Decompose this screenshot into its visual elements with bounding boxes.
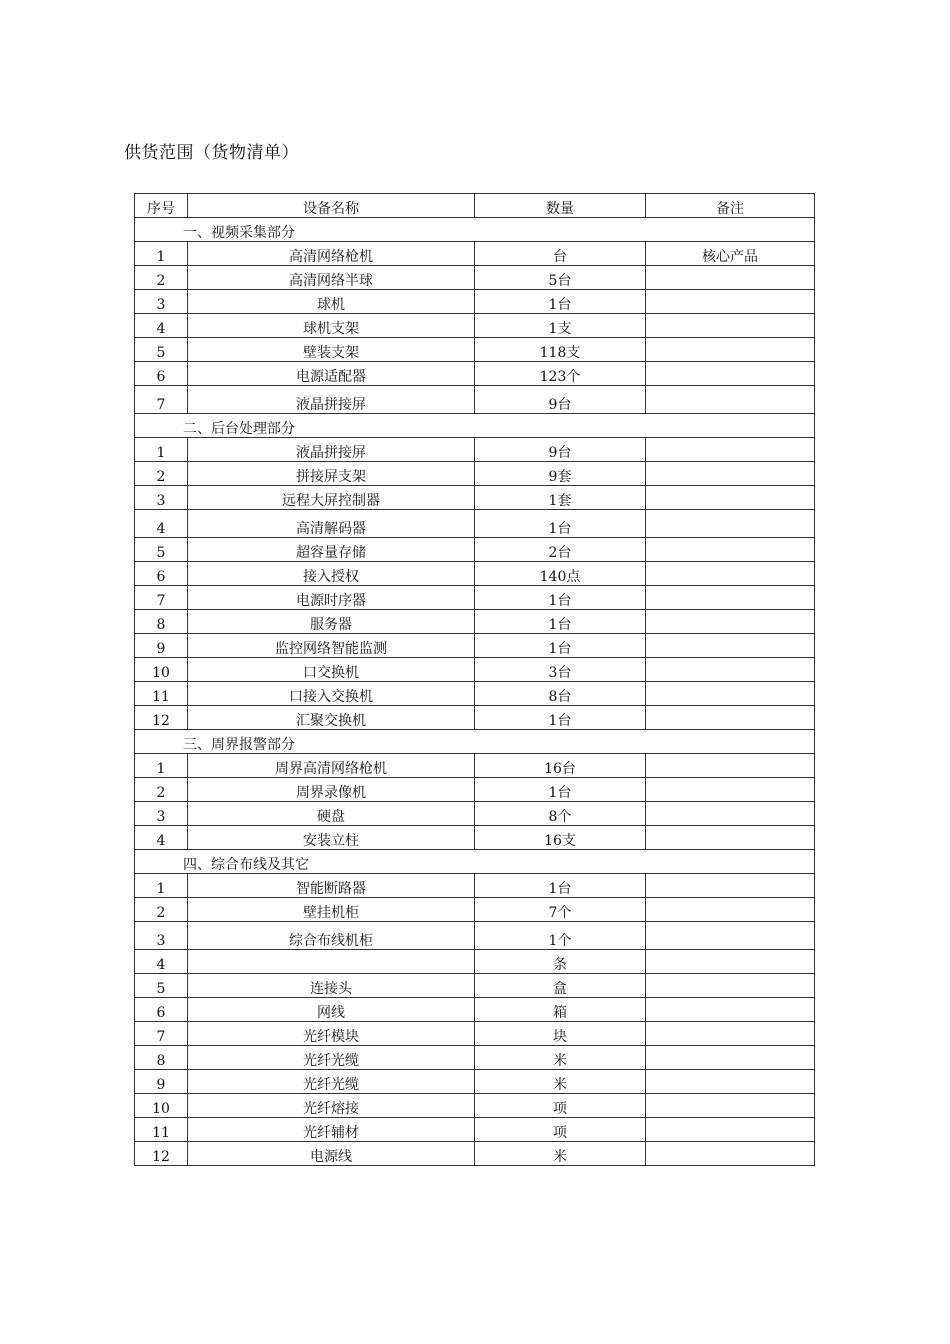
section-row	[135, 218, 815, 242]
item-remark	[646, 754, 815, 778]
item-remark	[646, 682, 815, 706]
item-name: 光纤辅材	[188, 1118, 475, 1142]
row-index: 2	[135, 266, 188, 290]
item-quantity: 1台	[475, 290, 646, 314]
item-remark	[646, 266, 815, 290]
row-index: 7	[135, 1022, 188, 1046]
header-quantity: 数量	[475, 194, 646, 218]
item-name: 远程大屏控制器	[188, 486, 475, 510]
row-index: 2	[135, 778, 188, 802]
item-quantity: 台	[475, 242, 646, 266]
section-title: 一、视频采集部分	[135, 218, 815, 242]
row-index: 8	[135, 610, 188, 634]
item-quantity: 123个	[475, 362, 646, 386]
item-remark	[646, 586, 815, 610]
table-row	[135, 386, 815, 414]
item-quantity: 8台	[475, 682, 646, 706]
row-index: 7	[135, 386, 188, 414]
row-index: 9	[135, 1070, 188, 1094]
item-name: 口交换机	[188, 658, 475, 682]
item-quantity: 5台	[475, 266, 646, 290]
section-title: 四、综合布线及其它	[135, 850, 815, 874]
item-quantity: 9套	[475, 462, 646, 486]
item-quantity: 项	[475, 1094, 646, 1118]
item-remark	[646, 826, 815, 850]
item-quantity: 16支	[475, 826, 646, 850]
item-name: 网线	[188, 998, 475, 1022]
item-name: 电源线	[188, 1142, 475, 1166]
item-name: 硬盘	[188, 802, 475, 826]
table-row	[135, 610, 815, 634]
item-remark	[646, 562, 815, 586]
item-remark	[646, 1046, 815, 1070]
table-row	[135, 754, 815, 778]
item-remark: 核心产品	[646, 242, 815, 266]
item-name: 智能断路器	[188, 874, 475, 898]
table-row	[135, 486, 815, 510]
header-index: 序号	[135, 194, 188, 218]
item-remark	[646, 658, 815, 682]
table-row	[135, 974, 815, 998]
row-index: 4	[135, 950, 188, 974]
row-index: 2	[135, 462, 188, 486]
header-name: 设备名称	[188, 194, 475, 218]
table-row	[135, 682, 815, 706]
item-remark	[646, 706, 815, 730]
item-remark	[646, 634, 815, 658]
item-name: 球机支架	[188, 314, 475, 338]
row-index: 11	[135, 682, 188, 706]
item-quantity: 1台	[475, 778, 646, 802]
table-row	[135, 1022, 815, 1046]
item-name: 高清解码器	[188, 510, 475, 538]
item-name: 液晶拼接屏	[188, 438, 475, 462]
item-quantity: 140点	[475, 562, 646, 586]
item-name: 汇聚交换机	[188, 706, 475, 730]
item-quantity: 8个	[475, 802, 646, 826]
item-quantity: 项	[475, 1118, 646, 1142]
table-row	[135, 462, 815, 486]
item-name: 综合布线机柜	[188, 922, 475, 950]
table-row	[135, 1046, 815, 1070]
table-row	[135, 826, 815, 850]
item-remark	[646, 950, 815, 974]
table-row	[135, 874, 815, 898]
row-index: 4	[135, 826, 188, 850]
item-quantity: 9台	[475, 386, 646, 414]
table-row	[135, 290, 815, 314]
item-quantity: 16台	[475, 754, 646, 778]
table-row	[135, 562, 815, 586]
row-index: 8	[135, 1046, 188, 1070]
item-name: 监控网络智能监测	[188, 634, 475, 658]
table-row	[135, 998, 815, 1022]
table-row	[135, 1070, 815, 1094]
item-name: 电源时序器	[188, 586, 475, 610]
item-name: 液晶拼接屏	[188, 386, 475, 414]
item-name: 连接头	[188, 974, 475, 998]
item-name	[188, 950, 475, 974]
item-quantity: 1台	[475, 706, 646, 730]
item-name: 壁挂机柜	[188, 898, 475, 922]
table-row	[135, 266, 815, 290]
section-row	[135, 730, 815, 754]
item-remark	[646, 778, 815, 802]
table-row	[135, 898, 815, 922]
item-quantity: 1台	[475, 610, 646, 634]
row-index: 4	[135, 510, 188, 538]
item-name: 电源适配器	[188, 362, 475, 386]
table-row	[135, 338, 815, 362]
item-remark	[646, 802, 815, 826]
item-quantity: 1个	[475, 922, 646, 950]
item-remark	[646, 1094, 815, 1118]
item-name: 壁装支架	[188, 338, 475, 362]
row-index: 7	[135, 586, 188, 610]
row-index: 6	[135, 362, 188, 386]
row-index: 5	[135, 538, 188, 562]
item-name: 高清网络半球	[188, 266, 475, 290]
item-quantity: 1台	[475, 510, 646, 538]
row-index: 3	[135, 922, 188, 950]
item-remark	[646, 1142, 815, 1166]
table-row	[135, 658, 815, 682]
item-quantity: 7个	[475, 898, 646, 922]
item-name: 周界高清网络枪机	[188, 754, 475, 778]
row-index: 9	[135, 634, 188, 658]
item-name: 光纤光缆	[188, 1070, 475, 1094]
item-quantity: 3台	[475, 658, 646, 682]
item-remark	[646, 290, 815, 314]
item-remark	[646, 314, 815, 338]
section-row	[135, 850, 815, 874]
item-remark	[646, 1070, 815, 1094]
item-name: 接入授权	[188, 562, 475, 586]
item-name: 光纤光缆	[188, 1046, 475, 1070]
row-index: 12	[135, 706, 188, 730]
item-quantity: 118支	[475, 338, 646, 362]
item-remark	[646, 386, 815, 414]
row-index: 3	[135, 486, 188, 510]
item-remark	[646, 538, 815, 562]
item-name: 周界录像机	[188, 778, 475, 802]
item-quantity: 盒	[475, 974, 646, 998]
section-title: 三、周界报警部分	[135, 730, 815, 754]
item-name: 超容量存储	[188, 538, 475, 562]
item-remark	[646, 510, 815, 538]
item-quantity: 米	[475, 1046, 646, 1070]
item-name: 光纤模块	[188, 1022, 475, 1046]
item-name: 球机	[188, 290, 475, 314]
item-name: 拼接屏支架	[188, 462, 475, 486]
item-remark	[646, 998, 815, 1022]
item-quantity: 2台	[475, 538, 646, 562]
item-name: 高清网络枪机	[188, 242, 475, 266]
item-quantity: 箱	[475, 998, 646, 1022]
row-index: 1	[135, 754, 188, 778]
item-remark	[646, 486, 815, 510]
header-remark: 备注	[646, 194, 815, 218]
table-row	[135, 1118, 815, 1142]
item-name: 服务器	[188, 610, 475, 634]
document-title: 供货范围（货物清单）	[124, 143, 299, 163]
item-quantity: 米	[475, 1142, 646, 1166]
table-row	[135, 314, 815, 338]
item-quantity: 条	[475, 950, 646, 974]
table-row	[135, 634, 815, 658]
section-row	[135, 414, 815, 438]
row-index: 5	[135, 974, 188, 998]
item-remark	[646, 1022, 815, 1046]
row-index: 1	[135, 874, 188, 898]
table-row	[135, 510, 815, 538]
goods-list-body	[135, 194, 815, 1166]
table-row	[135, 1142, 815, 1166]
row-index: 11	[135, 1118, 188, 1142]
table-header-row	[135, 194, 815, 218]
table-row	[135, 586, 815, 610]
item-remark	[646, 974, 815, 998]
table-row	[135, 778, 815, 802]
item-remark	[646, 874, 815, 898]
table-row	[135, 438, 815, 462]
row-index: 3	[135, 802, 188, 826]
table-row	[135, 1094, 815, 1118]
item-quantity: 1台	[475, 874, 646, 898]
item-quantity: 1支	[475, 314, 646, 338]
item-remark	[646, 922, 815, 950]
table-row	[135, 706, 815, 730]
table-row	[135, 950, 815, 974]
item-quantity: 1台	[475, 586, 646, 610]
row-index: 6	[135, 562, 188, 586]
item-remark	[646, 338, 815, 362]
item-quantity: 米	[475, 1070, 646, 1094]
item-name: 口接入交换机	[188, 682, 475, 706]
item-quantity: 1台	[475, 634, 646, 658]
row-index: 3	[135, 290, 188, 314]
table-row	[135, 538, 815, 562]
row-index: 1	[135, 242, 188, 266]
table-row	[135, 922, 815, 950]
row-index: 6	[135, 998, 188, 1022]
item-quantity: 1套	[475, 486, 646, 510]
table-row	[135, 362, 815, 386]
row-index: 2	[135, 898, 188, 922]
item-name: 安装立柱	[188, 826, 475, 850]
table-row	[135, 802, 815, 826]
row-index: 12	[135, 1142, 188, 1166]
item-remark	[646, 1118, 815, 1142]
item-remark	[646, 610, 815, 634]
row-index: 10	[135, 658, 188, 682]
item-quantity: 块	[475, 1022, 646, 1046]
goods-list-table	[134, 193, 815, 1166]
item-name: 光纤熔接	[188, 1094, 475, 1118]
item-remark	[646, 462, 815, 486]
row-index: 1	[135, 438, 188, 462]
row-index: 10	[135, 1094, 188, 1118]
row-index: 4	[135, 314, 188, 338]
item-quantity: 9台	[475, 438, 646, 462]
item-remark	[646, 898, 815, 922]
item-remark	[646, 438, 815, 462]
item-remark	[646, 362, 815, 386]
row-index: 5	[135, 338, 188, 362]
section-title: 二、后台处理部分	[135, 414, 815, 438]
table-row	[135, 242, 815, 266]
